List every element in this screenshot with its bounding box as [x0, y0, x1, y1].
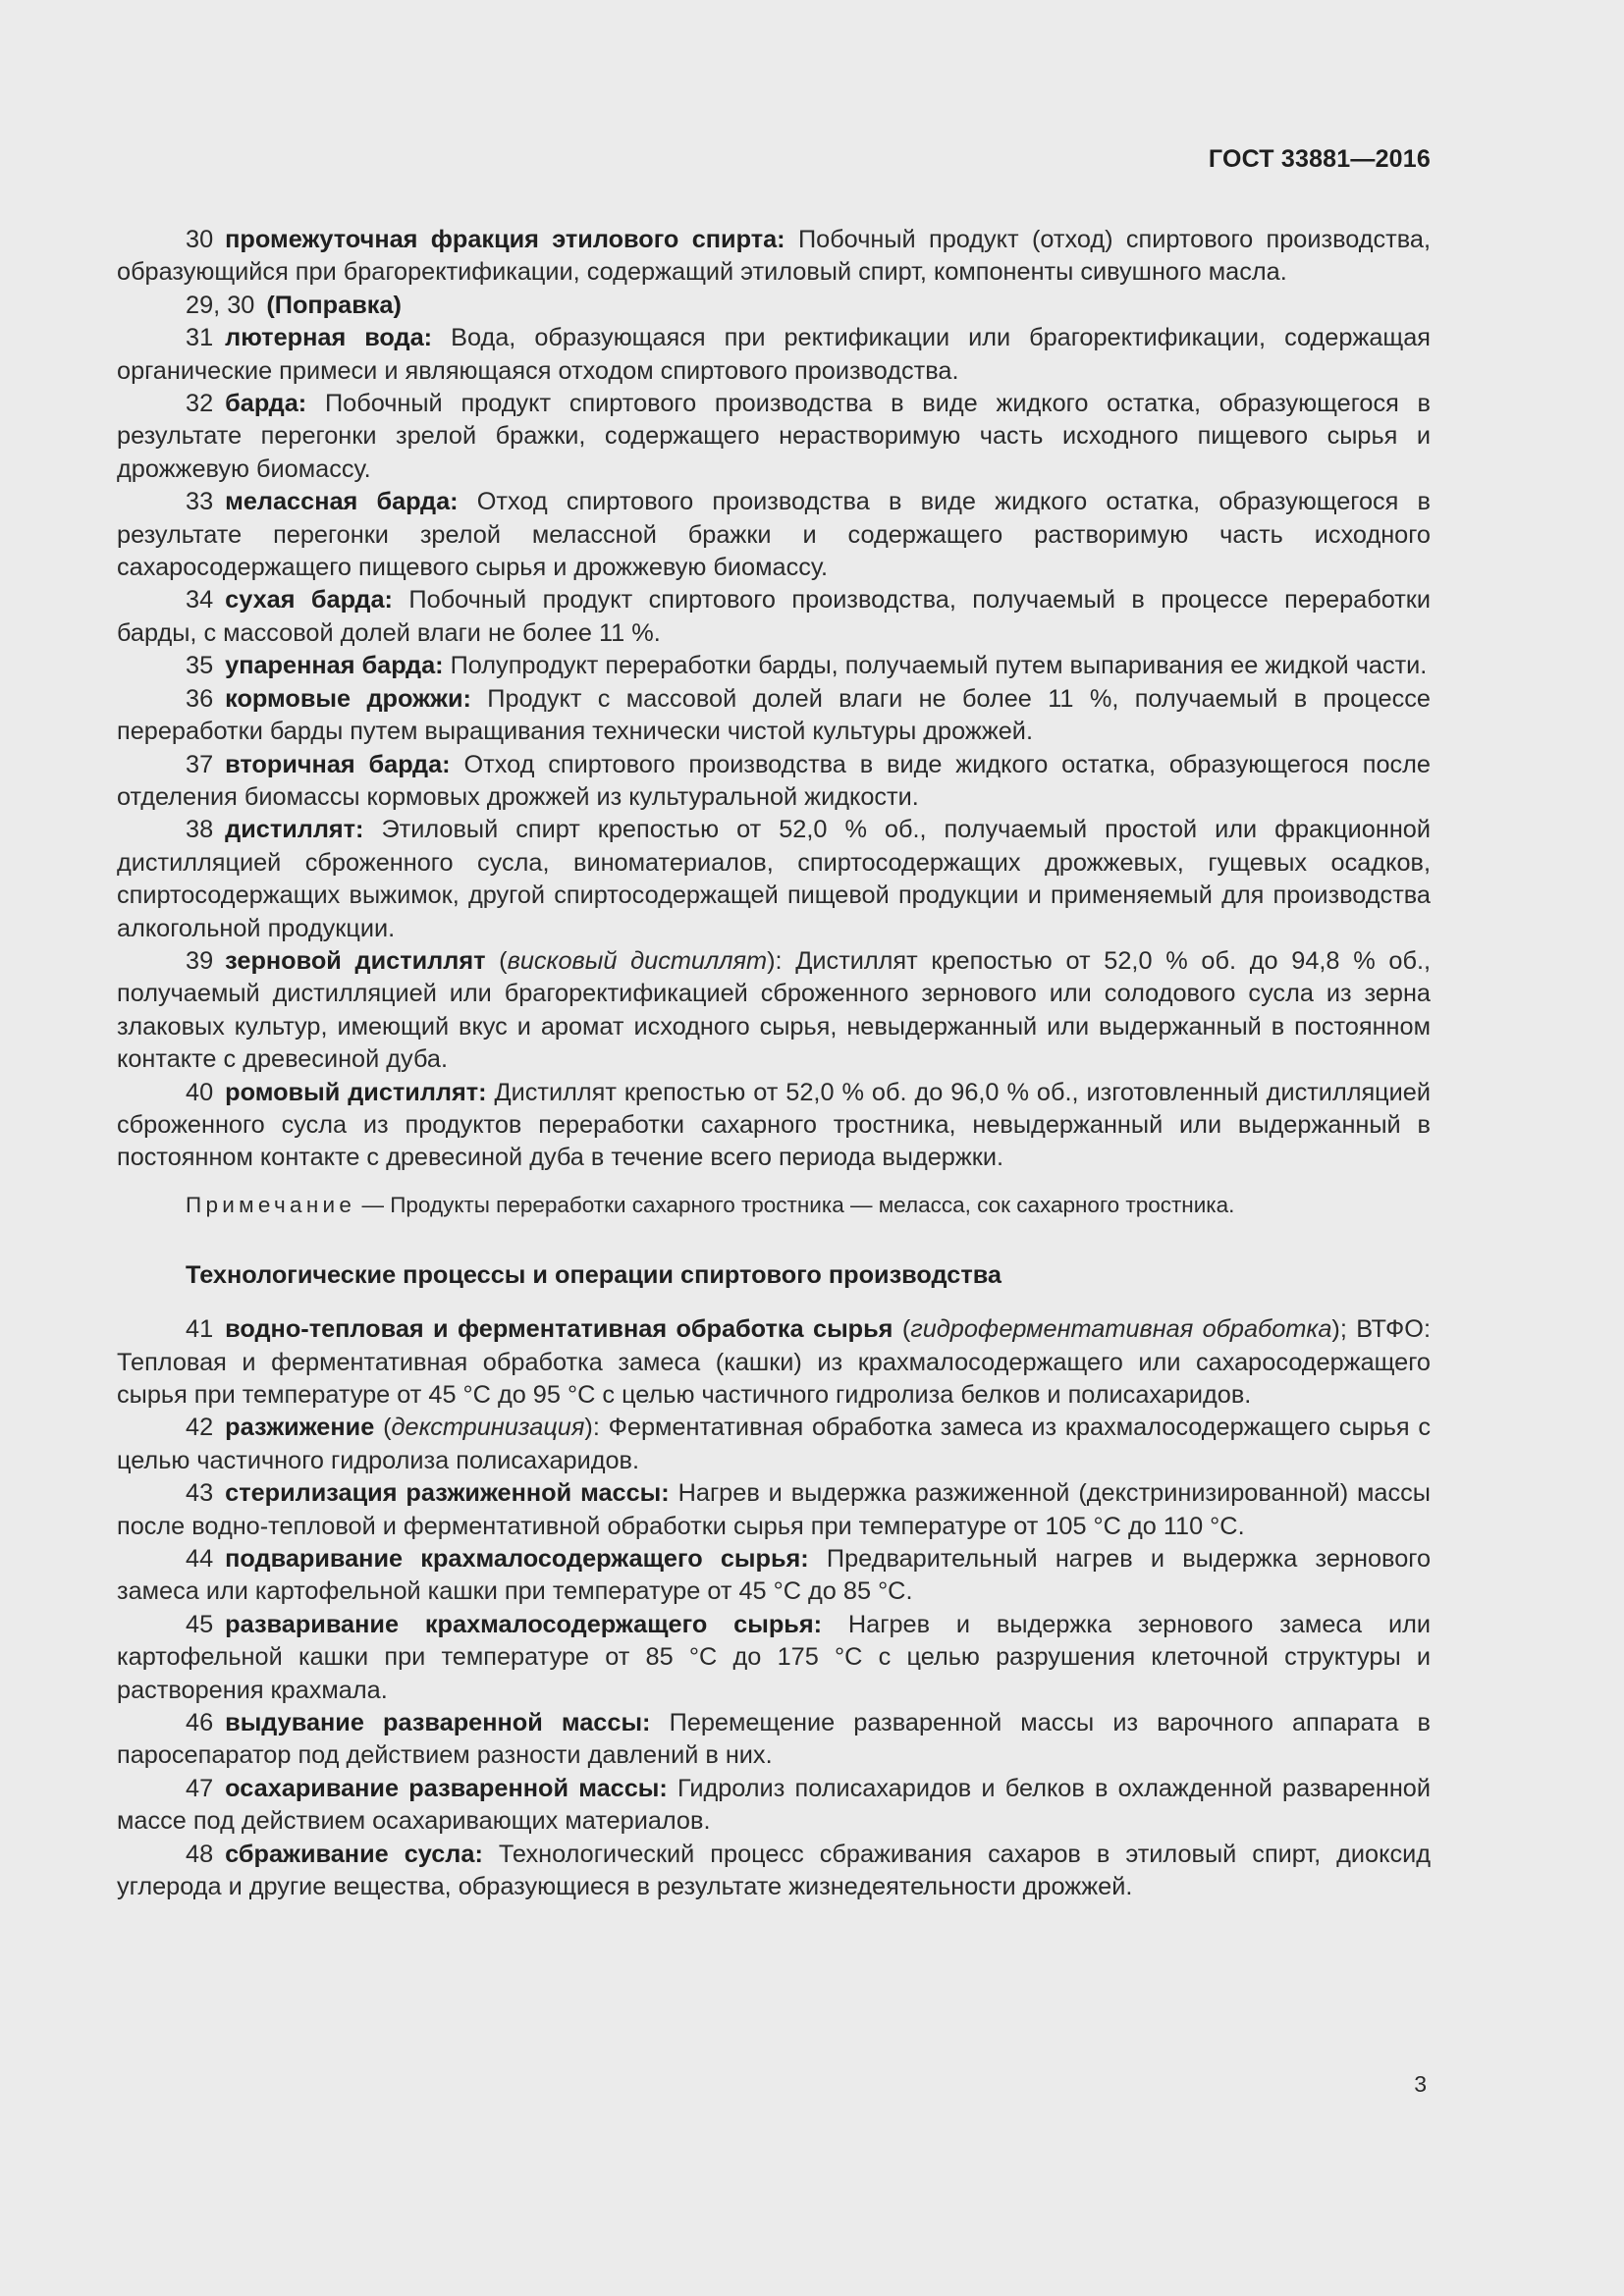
term-number: 35: [186, 652, 214, 680]
term-definition: ; ВТФО: Тепловая и ферментативная обработка замеса (кашки) из крахмалосодержащего или сахаросодержащего сырья при температуре от 45 °С до 95 °С с целью частичного гидролиза белков и полисахаридов.: [117, 1315, 1431, 1409]
term-name: упаренная барда:: [225, 652, 444, 680]
term-entry: [117, 650, 1431, 682]
term-entry: [117, 814, 1431, 945]
term-definition: Отход спиртового производства в виде жидкого остатка, образующегося после отделения биомассы кормовых дрожжей из культуральной жидкости.: [117, 750, 1431, 811]
term-entry: 41 водно-тепловая и ферментативная обработка сырья (гидроферментативная обработка); ВТФО: Тепловая и ферментативная обработка замеса (кашки) из крахмалосодержащего или сахаросодержащего сырья при температуре от 45 °С до 95 °С с целью частичного гидролиза белков и полисахаридов.: [117, 1315, 1431, 1409]
term-name: выдувание разваренной массы:: [225, 1709, 651, 1737]
term-name: лютерная вода:: [225, 324, 433, 352]
term-definition: : Дистиллят крепостью от 52,0 % об. до 94,8 % об., получаемый дистилляцией или брагоректификацией сброженного зернового или солодового сусла из зерна злаковых культур, имеющий вкус и аромат исходного сырья, невыдержанный или выдержанный в постоянном контакте с древесиной дуба.: [117, 946, 1432, 1074]
term-synonym: гидроферментативная обработка: [910, 1315, 1332, 1344]
term-name: мелассная барда:: [225, 488, 459, 516]
term-name: стерилизация разжиженной массы:: [225, 1479, 670, 1508]
term-synonym: декстринизация: [391, 1414, 585, 1442]
page-number: 3: [1414, 2071, 1427, 2097]
term-name: осахаривание разваренной массы:: [225, 1774, 668, 1802]
term-number: 48: [186, 1840, 214, 1868]
term-definition: Побочный продукт (отход) спиртового производства, образующийся при брагоректификации, содержащий этиловый спирт, компоненты сивушного масла.: [117, 226, 1432, 287]
term-definition: Отход спиртового производства в виде жидкого остатка, образующегося в результате перегонки зрелой мелассной бражки и содержащего растворимую часть исходного сахаросодержащего пищевого сырья и дрожжевую биомассу.: [117, 488, 1431, 582]
term-entry: [117, 388, 1431, 486]
term-number: 29, 30: [186, 291, 255, 319]
term-entry: [117, 1707, 1431, 1773]
term-name: барда:: [225, 390, 307, 418]
document-code-header: ГОСТ 33881—2016: [1208, 145, 1431, 173]
term-synonym: вискoвый дистиллят: [507, 946, 768, 975]
term-entry: [117, 1543, 1431, 1609]
term-name: промежуточная фракция этилового спирта:: [225, 226, 785, 253]
term-name: водно-тепловая и ферментативная обработка сырья: [225, 1315, 893, 1344]
term-definition: Нагрев и выдержка зернового замеса или картофельной кашки при температуре от 85 °С до 175 °С с целью разрушения клеточной структуры и растворения крахмала.: [117, 1610, 1431, 1704]
note-paragraph: [117, 1191, 1431, 1220]
term-number: 32: [186, 390, 214, 418]
term-number: 42: [186, 1414, 214, 1442]
term-number: 44: [186, 1545, 214, 1574]
term-name: подваривание крахмалосодержащего сырья:: [225, 1545, 809, 1574]
term-number: 34: [186, 586, 214, 614]
terms-list-products: [117, 224, 1431, 1175]
term-definition: Технологический процесс сбраживания сахаров в этиловый спирт, диоксид углерода и другие вещества, образующиеся в результате жизнедеятельности дрожжей.: [117, 1840, 1431, 1901]
term-number: 36: [186, 684, 214, 713]
term-definition: Перемещение разваренной массы из варочного аппарата в паросепаратор под действием разности давлений в них.: [117, 1709, 1431, 1770]
term-entry: [117, 1773, 1431, 1839]
term-entry: 42 разжижение (декстринизация): Ферментативная обработка замеса из крахмалосодержащего сырья с целью частичного гидролиза полисахаридов.: [117, 1414, 1432, 1474]
document-body: [117, 224, 1431, 1904]
term-number: 33: [186, 488, 214, 516]
term-number: 47: [186, 1774, 214, 1802]
term-name: ромовый дистиллят:: [225, 1078, 487, 1106]
note-label: Примечание: [186, 1192, 356, 1217]
term-name: сухая барда:: [225, 586, 393, 614]
term-number: 38: [186, 816, 214, 844]
term-definition: Полупродукт переработки барды, получаемый путем выпаривания ее жидкой части.: [443, 652, 1428, 680]
term-name: зерновой дистиллят: [225, 946, 486, 975]
term-entry: [117, 683, 1431, 749]
term-number: 40: [186, 1078, 214, 1106]
term-definition: Продукт с массовой долей влаги не более 11 %, получаемый в процессе переработки барды путем выращивания технически чистой культуры дрожжей.: [117, 684, 1431, 746]
term-name: сбраживание сусла:: [225, 1840, 483, 1868]
term-number: 30: [186, 226, 214, 253]
term-name: (Поправка): [266, 291, 402, 319]
term-definition: Вода, образующаяся при ректификации или брагоректификации, содержащая органические примеси и являющаяся отходом спиртового производства.: [117, 324, 1431, 385]
term-name: кормовые дрожжи:: [225, 684, 471, 713]
term-name: дистиллят:: [225, 816, 364, 844]
term-entry: [117, 1077, 1431, 1175]
term-name: разжижение: [225, 1414, 375, 1442]
term-definition: Побочный продукт спиртового производства, получаемый в процессе переработки барды, с массовой долей влаги не более 11 %.: [117, 586, 1431, 647]
term-entry: [117, 322, 1431, 388]
term-entry: [117, 584, 1431, 650]
term-definition: Побочный продукт спиртового производства в виде жидкого остатка, образующегося в результате перегонки зрелой бражки, содержащего нерастворимую часть исходного пищевого сырья и дрожжевую биомассу.: [117, 390, 1431, 483]
term-entry: [117, 290, 1431, 322]
term-number: 39: [186, 946, 214, 975]
term-entry: [117, 1477, 1431, 1543]
term-number: 46: [186, 1709, 214, 1737]
term-definition: Гидролиз полисахаридов и белков в охлажденной разваренной массе под действием осахаривающих материалов.: [117, 1774, 1431, 1836]
term-name: вторичная барда:: [225, 750, 451, 778]
term-number: 37: [186, 750, 214, 778]
term-name: разваривание крахмалосодержащего сырья:: [225, 1610, 823, 1638]
term-definition: Нагрев и выдержка разжиженной (декстринизированной) массы после водно-тепловой и ферментативной обработки сырья при температуре от 105 °С до 110 °С.: [117, 1479, 1431, 1540]
term-number: 43: [186, 1479, 214, 1508]
term-definition: : Ферментативная обработка замеса из крахмалосодержащего сырья с целью частичного гидролиза полисахаридов.: [117, 1414, 1432, 1474]
term-number: 41: [186, 1315, 214, 1344]
terms-list-processes: [117, 1313, 1431, 1903]
term-number: 31: [186, 324, 214, 352]
term-definition: Предварительный нагрев и выдержка зернового замеса или картофельной кашки при температуре от 45 °С до 85 °С.: [117, 1545, 1432, 1606]
term-entry: [117, 1839, 1431, 1904]
term-entry: [117, 224, 1431, 290]
section-heading: Технологические процессы и операции спиртового производства: [186, 1260, 1001, 1289]
term-number: 45: [186, 1610, 214, 1638]
term-definition: Этиловый спирт крепостью от 52,0 % об., получаемый простой или фракционной дистилляцией сброженного сусла, виноматериалов, спиртосодержащих дрожжевых, гущевых осадков, спиртосодержащих выжимок, другой спиртосодержащей пищевой продукции и применяемый для производства алкогольной продукции.: [117, 816, 1431, 942]
term-entry: 39 зерновой дистиллят (вискoвый дистиллят): Дистиллят крепостью от 52,0 % об. до 94,8 % об., получаемый дистилляцией или брагоректификацией сброженного зернового или солодового сусла из зерна злаковых культур, имеющий вкус и аромат исходного сырья, невыдержанный или выдержанный в постоянном контакте с древесиной дуба.: [117, 946, 1432, 1074]
term-entry: [117, 1609, 1431, 1707]
term-entry: [117, 749, 1431, 815]
term-entry: [117, 486, 1431, 584]
note-text: — Продукты переработки сахарного тростника — меласса, сок сахарного тростника.: [355, 1192, 1235, 1217]
term-definition: Дистиллят крепостью от 52,0 % об. до 96,0 % об., изготовленный дистилляцией сброженного сусла из продуктов переработки сахарного тростника, невыдержанный или выдержанный в постоянном контакте с древесиной дуба в течение всего периода выдержки.: [117, 1078, 1431, 1172]
